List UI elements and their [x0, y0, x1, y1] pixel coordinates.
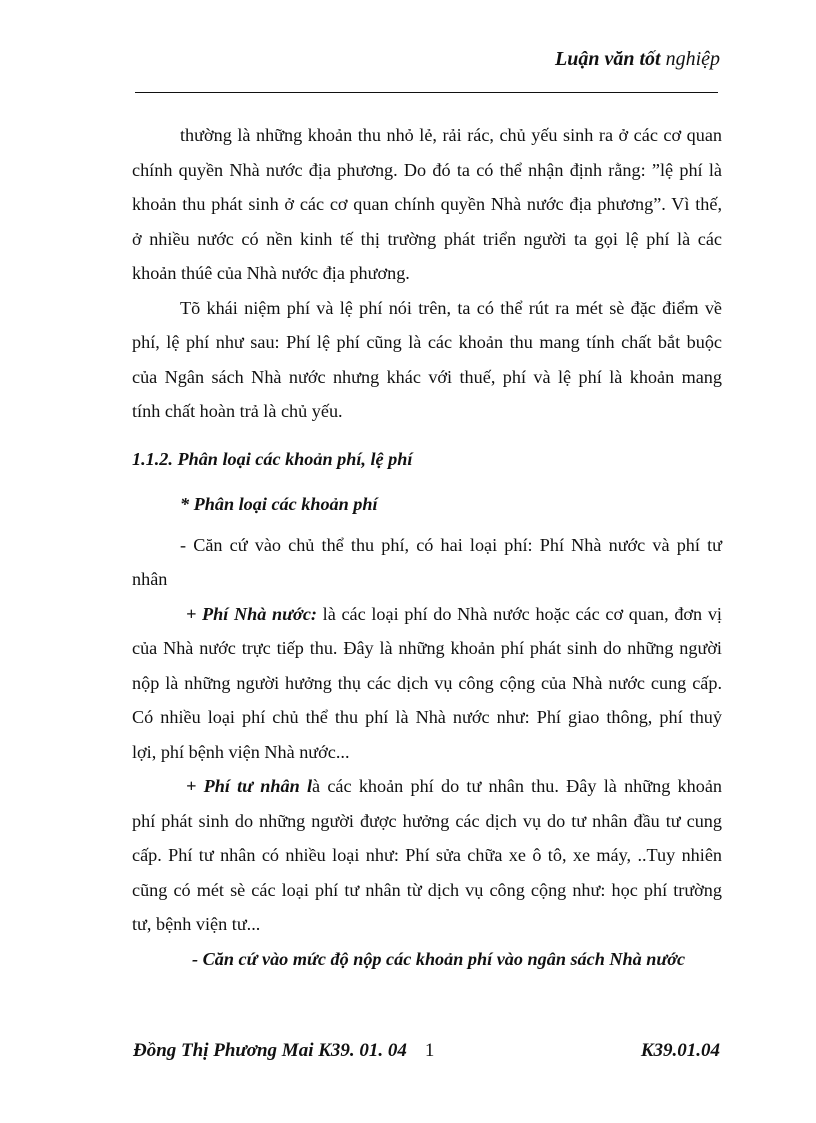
state-fee-term: + Phí Nhà nước: — [186, 603, 317, 624]
text-line — [132, 769, 722, 804]
text-line — [132, 597, 722, 632]
state-fee-paragraph — [132, 597, 722, 770]
text-line: chính quyền Nhà nước địa phương. Do đó ta có thể nhận định rằng: ”lệ phí là — [132, 159, 722, 180]
footer-author-class: Đồng Thị Phương Mai K39. 01. 04 — [133, 1040, 407, 1061]
criterion-1 — [132, 528, 722, 597]
text-line: cấp. Phí tư nhân có nhiều loại như: Phí sửa chữa xe ô tô, xe máy, ..Tuy nhiên — [132, 845, 722, 865]
paragraph-2 — [132, 291, 722, 429]
text-line: thường là những khoản thu nhỏ lẻ, rải rác, chủ yếu sinh ra ở các cơ quan — [180, 125, 722, 145]
text-line: ở nhiều nước có nền kinh tế thị trường phát triển người ta gọi lệ phí là các — [132, 228, 722, 249]
text-line: khoản thu phát sinh ở các cơ quan chính quyền Nhà nước địa phương”. Vì thế, — [132, 194, 722, 214]
text-line: khoản thúê của Nhà nước địa phương. — [132, 263, 410, 283]
footer-left — [133, 1040, 434, 1062]
text-line: phí, lệ phí như sau: Phí lệ phí cũng là các khoản thu mang tính chất bắt buộc — [132, 332, 722, 352]
text-line: nộp là những người hưởng thụ các dịch vụ công cộng của Nhà nước cung cấp. — [132, 672, 722, 693]
section-heading: 1.1.2. Phân loại các khoản phí, lệ phí — [132, 448, 413, 469]
private-fee-paragraph — [132, 769, 722, 942]
text-line: Tõ khái niệm phí và lệ phí nói trên, ta có thể rút ra mét sè đặc điểm về — [180, 297, 722, 318]
state-fee-first-line: là các loại phí do Nhà nước hoặc các cơ quan, đơn vị — [316, 603, 722, 624]
criterion-2-heading: - Căn cứ vào mức độ nộp các khoản phí vào ngân sách Nhà nước — [192, 948, 686, 969]
running-header — [135, 48, 720, 71]
text-line: tư, bệnh viện tư... — [132, 914, 261, 934]
private-fee-term: + Phí tư nhân l — [186, 776, 313, 796]
page-footer — [133, 1040, 720, 1062]
text-line: cũng có mét sè các loại phí tư nhân từ dịch vụ công cộng như: học phí trường — [132, 879, 722, 900]
footer-class-code: K39.01.04 — [640, 1040, 720, 1061]
header-rule — [135, 92, 718, 93]
text-line: của Nhà nước trực tiếp thu. Đây là những khoản phí phát sinh do những người — [132, 638, 722, 658]
header-title-bold: Luận văn tốt — [554, 48, 661, 70]
text-line: nhân — [132, 569, 168, 589]
page-number: 1 — [424, 1040, 435, 1061]
text-line: tính chất hoàn trả là chủ yếu. — [132, 401, 343, 421]
page-body — [132, 118, 722, 976]
private-fee-first-line: à các khoản phí do tư nhân thu. Đây là những khoản — [312, 776, 722, 796]
header-title-rest: nghiệp — [660, 48, 720, 70]
sub-heading: * Phân loại các khoản phí — [180, 494, 378, 514]
text-line: lợi, phí bệnh viện Nhà nước... — [132, 741, 350, 762]
paragraph-1 — [132, 118, 722, 291]
text-line: phí phát sinh do những người được hưởng các dịch vụ do tư nhân đầu tư cung — [132, 810, 722, 831]
text-line: Có nhiều loại phí chủ thể thu phí là Nhà nước như: Phí giao thông, phí thuỷ — [132, 707, 722, 727]
text-line: của Ngân sách Nhà nước nhưng khác với thuế, phí và lệ phí là khoản mang — [132, 366, 722, 387]
text-line: - Căn cứ vào chủ thể thu phí, có hai loại phí: Phí Nhà nước và phí tư — [180, 534, 722, 555]
